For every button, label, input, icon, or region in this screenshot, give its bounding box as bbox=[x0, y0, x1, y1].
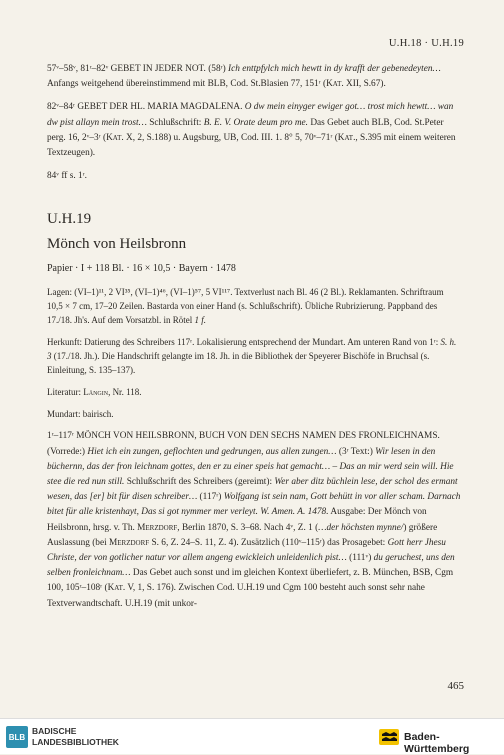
entry-text: XII, S.67). bbox=[343, 79, 386, 90]
main-text: , Berlin 1870, S. 3–68. Nach 4ᵛ, Z. 1 ( bbox=[177, 522, 319, 533]
incipit: Hiet ich ein zungen, geflochten und gedrungen, aus allen zungen… bbox=[87, 446, 337, 457]
main-text: Das Gebet auch sonst und im gleichen Kontext überliefert, z. B. München, BSB, Cgm 100, 105ʳ–108ʳ ( bbox=[47, 568, 454, 594]
entry-ref: 84ᵛ ff s. 1ʳ. bbox=[47, 171, 87, 182]
library-name[interactable]: BADISCHE LANDESBIBLIOTHEK bbox=[32, 726, 119, 747]
main-text: ) größere Auslassung (bei bbox=[47, 522, 438, 548]
kat-ref: Kat. bbox=[106, 132, 124, 143]
colophon: Wer aber ditz büchlein lese, der schol des ermant wesen, das [er] bit für disen schreiber… bbox=[47, 477, 458, 503]
provenance-text: Herkunft: Datierung des Schreibers 117ʳ. Lokalisierung entsprechend der Mundart. Am unteren Rand von 1ʳ: bbox=[47, 337, 441, 348]
page-number: 465 bbox=[447, 680, 464, 692]
entry-text: Schlußschrift: bbox=[146, 117, 204, 128]
kat-ref: Kat. bbox=[107, 583, 126, 594]
main-entry bbox=[47, 429, 461, 611]
lagen-text: Lagen: (VI–1)¹¹, 2 VI³⁵, (VI–1)⁴⁶, (VI–1)⁵⁷, 5 VI¹¹⁷. Textverlust nach Bl. 46 (2 Bl.). Reklamanten. Schriftraum 10,5 × 7 cm, 17–20 Zeilen. Bastarda von einer Hand (s. Schlußschrift). Übliche Rubrizierung. Pappband des 17./18. Jh's. Auf dem Vorsatzbl. in Rötel bbox=[47, 287, 444, 326]
main-text: (3ʳ Text:) bbox=[336, 446, 376, 457]
main-text: Ausgabe: Der Mönch von Heilsbronn, hrsg. v. Th. bbox=[47, 507, 427, 533]
literature-label: Literatur: bbox=[47, 387, 84, 398]
lagen-note: 1 f. bbox=[194, 315, 207, 326]
entry-heading: 57ᵛ–58ᵛ, 81ʳ–82ᵛ GEBET IN JEDER NOT. (58ʳ) bbox=[47, 64, 226, 74]
entry-prayer-magdalena bbox=[47, 100, 461, 161]
main-text: (117ʳ) bbox=[197, 492, 224, 503]
main-text: 1ʳ–117ʳ MÖNCH VON HEILSBRONN, BUCH VON DEN SECHS NAMEN DES FRONLEICHNAMS. (Vorrede:) bbox=[47, 431, 440, 457]
kat-ref: Kat. bbox=[326, 79, 344, 90]
state-coat-of-arms-icon[interactable] bbox=[378, 727, 400, 747]
provenance-mark: S. h. 3 bbox=[47, 337, 457, 362]
state-name[interactable]: Baden-Württemberg bbox=[404, 731, 470, 755]
entry-prayer-need bbox=[47, 62, 461, 92]
quote: …der höchsten mynne/ bbox=[318, 522, 404, 533]
main-text: V, 1, S. 176). Zwischen Cod. U.H.19 und Cgm 100 besteht auch sonst sehr nahe Textverwandtschaft. U.H.19 (mit unkor- bbox=[47, 583, 425, 609]
author-ref: Merzdorf bbox=[137, 522, 178, 533]
main-text: (111ᵛ) bbox=[346, 553, 374, 564]
dialect: Mundart: bairisch. bbox=[47, 409, 114, 420]
footer-bar bbox=[0, 718, 504, 754]
literature bbox=[47, 385, 461, 399]
entry-text: X, 2, S.188) u. Augsburg, UB, Cod. III. 1. 8° 5, 70ᵛ–71ʳ ( bbox=[123, 132, 338, 143]
incipit: O dw mein einyger ewiger got… trost mich hewtt… wan dw pist allayn mein trost… bbox=[47, 102, 454, 128]
incipit: Ich enttpfylch mich hewtt in dy krafft der gebenedeyten… bbox=[228, 64, 441, 74]
physical-description: Papier · I + 118 Bl. · 16 × 10,5 · Bayern · 1478 bbox=[47, 263, 236, 275]
kat-ref: Kat. bbox=[337, 132, 356, 143]
author-ref: Merzdorf bbox=[108, 537, 150, 548]
blb-logo-icon[interactable]: BLB bbox=[6, 726, 28, 748]
incipit: Gott herr Jhesu Christe, der von gotlicher natur vor allem angeng ewickleich unleidenlich pist… bbox=[47, 537, 446, 564]
provenance bbox=[47, 335, 461, 377]
shelfmark-heading: U.H.19 bbox=[47, 211, 92, 228]
entry-text: Das Gebet auch BLB, Cod. St.Peter perg. 16, 2ᵛ–3ʳ ( bbox=[47, 117, 444, 143]
literature-ref: , Nr. 118. bbox=[108, 387, 142, 398]
incipit: du geruchest, uns den selben fronleichnam… bbox=[47, 553, 455, 579]
lagen-description bbox=[47, 285, 461, 327]
work-title: Mönch von Heilsbronn bbox=[47, 236, 187, 253]
main-text: S. 6, Z. 24–S. 11, Z. 4). Zusätzlich (110ᵛ–115ʳ) das Prosagebet: bbox=[149, 537, 388, 548]
entry-text: , S.395 mit einem weiteren Textzeugen). bbox=[47, 132, 456, 159]
provenance-text: (17./18. Jh.). Die Handschrift gelangte im 18. Jh. in die Bibliothek der Speyerer Bischöfe in Bruchsal (s. Einleitung, S. 135–137). bbox=[47, 351, 430, 376]
entry-heading: 82ᵛ–84ʳ GEBET DER HL. MARIA MAGDALENA. bbox=[47, 102, 243, 113]
running-head: U.H.18 · U.H.19 bbox=[388, 38, 464, 49]
incipit: Wir lesen in den büchernn, das der fron leichnam gottes, den er zu einer speis hat gemacht… – Das an mir werd sein will. Hie stee die red nun still. bbox=[47, 446, 454, 488]
literature-author: Längin bbox=[83, 387, 109, 398]
page-content bbox=[47, 62, 461, 612]
colophon: B. E. V. Orate deum pro me. bbox=[203, 117, 309, 128]
main-text: Schlußschrift des Schreibers (gereimt): bbox=[124, 477, 275, 488]
entry-text: Anfangs weitgehend übereinstimmend mit BLB, Cod. St.Blasien 77, 151ʳ ( bbox=[47, 79, 327, 90]
colophon: Wolfgang ist sein nam, Gott behütt in vor aller scham. Darnach bitet für alle kristenhayt, Das si got nymmer mer verleyt. W. Amen. A. 1478. bbox=[47, 492, 461, 518]
